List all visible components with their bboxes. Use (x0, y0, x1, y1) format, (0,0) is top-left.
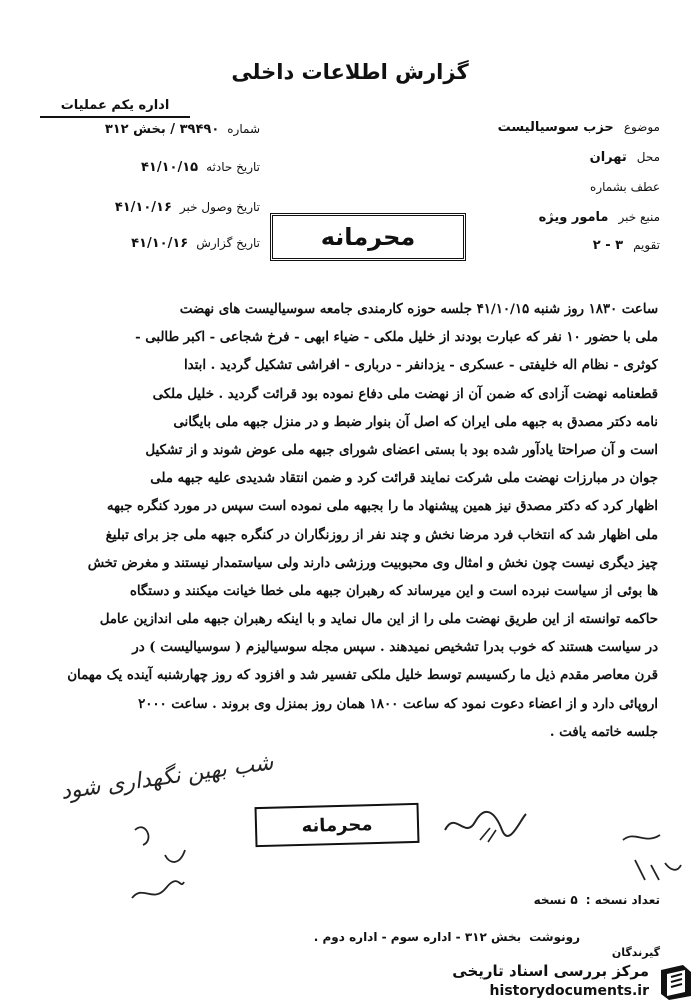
subject-field (420, 120, 660, 135)
watermark (405, 962, 695, 1004)
distribution-field (314, 930, 580, 944)
reference-field (420, 180, 660, 194)
body-line: است و آن صراحتا یادآور شده بود با بستی اعضای شورای جبهه ملی عوض شوند و از تشکیل (145, 442, 658, 458)
rating-value: ۳ - ۲ (592, 238, 624, 253)
body-line: ها بوئی از سیاست نبرده است و این میرساند که رهبران جبهه ملی خطا خیانت میکنند و دستگاه (129, 583, 658, 599)
copies-value: ۵ نسخه (533, 893, 578, 907)
signature-mark (440, 800, 530, 850)
margin-signature-mark (615, 825, 685, 885)
watermark-url: historydocuments.ir (489, 983, 649, 999)
body-line: نامه دکتر مصدق به جبهه ملی ایران که اصل آن بنوار ضبط و در منزل جبهه ملی بایگانی (173, 414, 658, 430)
department-name: اداره یکم عملیات (40, 98, 190, 118)
receipt-date-label: تاریخ وصول خبر (179, 200, 260, 214)
number-field (40, 122, 260, 137)
rating-label: تقویم (633, 238, 660, 252)
body-line: قطعنامه نهضت آزادی که ضمن آن از نهضت ملی دفاع نموده بود قرائت گردید . خلیل ملکی (152, 386, 658, 402)
body-line: قرن معاصر مقدم ذیل ما رکسیسم توسط خلیل ملکی تفسیر شد و افزود که روز چهارشنبه آینده یک مهمان (67, 668, 658, 684)
watermark-persian: مرکز بررسی اسناد تاریخی (452, 962, 649, 980)
report-body (30, 296, 658, 747)
number-label: شماره (227, 122, 260, 136)
copies-label: تعداد نسخه : (585, 893, 660, 907)
body-line: در سیاست هستند که خوب بدرا تشخیص نمیدهند . سپس مجله سوسیالیزم ( سوسیالیست ) در (132, 640, 658, 656)
body-line: ملی با حضور ۱۰ نفر که عبارت بودند از خلیل ملکی - ضیاء ابهی - فرخ شجاعی - اکبر طالبی - (135, 330, 658, 346)
body-line: اروپائی دارد و از اعضاء دعوت نمود که ساعت ۱۸۰۰ همان روز بمنزل وی بروند . ساعت ۲۰۰۰ (138, 696, 658, 712)
place-label: محل (636, 150, 660, 164)
archive-logo-icon (657, 962, 695, 1002)
report-date-label: تاریخ گزارش (196, 236, 260, 250)
classification-stamp-bottom: محرمانه (255, 803, 420, 847)
source-label: منبع خبر (618, 210, 660, 224)
reference-label: عطف بشماره (590, 180, 660, 194)
source-value: مامور ویژه (538, 210, 609, 225)
body-line: جلسه خاتمه یافت . (549, 724, 658, 740)
body-line: چیز دیگری نیست چون نخش و امثال وی محبوبیت ورزشی دارند ولی سیاستمدار نیستند و مغرض تخش (87, 555, 658, 571)
recipients-label: گیرندگان (611, 946, 660, 959)
event-date-field (40, 160, 260, 175)
body-line: کوثری - نظام اله خلیفتی - عسکری - یزدانفر - درباری - افراشی تشکیل گردید . ابتدا (183, 358, 658, 374)
body-line: ساعت ۱۸۳۰ روز شنبه ۴۱/۱۰/۱۵ جلسه حوزه کارمندی جامعه سوسیالیست های نهضت (179, 302, 658, 317)
handwritten-note: شب بهین نگهداری شود (59, 750, 275, 805)
body-line: حاکمه توانسته از این طریق نهضت ملی را از این مال نماید و با اینکه رهبران جبهه ملی اندازین عامل (99, 612, 658, 628)
initial-mark (125, 820, 195, 870)
event-date-label: تاریخ حادثه (206, 160, 260, 174)
report-date-value: ۴۱/۱۰/۱۶ (131, 236, 189, 251)
place-value: تهران (589, 150, 627, 165)
event-date-value: ۴۱/۱۰/۱۵ (141, 160, 199, 175)
copies-field (534, 893, 660, 907)
body-line: ملی اظهار شد که انتخاب فرد مرضا نخش و چند نفر از روزنگاران در کنگره جبهه ملی جز برای تبلیغ (105, 527, 658, 543)
body-line: جوان در مبارزات نهضت ملی شرکت نمایند قرائت کرد و ضمن انتقاد شدیدی علیه جبهه ملی (150, 471, 658, 487)
number-value: ۳۹۴۹۰ / بخش ۳۱۲ (104, 122, 220, 137)
report-date-field (40, 236, 260, 251)
receipt-date-value: ۴۱/۱۰/۱۶ (114, 200, 172, 215)
report-title: گزارش اطلاعات داخلی (231, 60, 469, 84)
subject-value: حزب سوسیالیست (497, 120, 614, 135)
place-field (420, 150, 660, 165)
archive-number-mark (128, 876, 188, 906)
body-line: اظهار کرد که دکتر مصدق نیز همین پیشنهاد ما را بجبهه ملی نموده است سپس در مورد کنگره جبهه (106, 499, 658, 515)
receipt-date-field (40, 200, 260, 215)
subject-label: موضوع (623, 120, 660, 134)
distribution-label: رونوشت (529, 930, 580, 944)
classification-stamp: محرمانه (270, 213, 466, 261)
distribution-value: بخش ۳۱۲ - اداره سوم - اداره دوم . (313, 930, 522, 944)
